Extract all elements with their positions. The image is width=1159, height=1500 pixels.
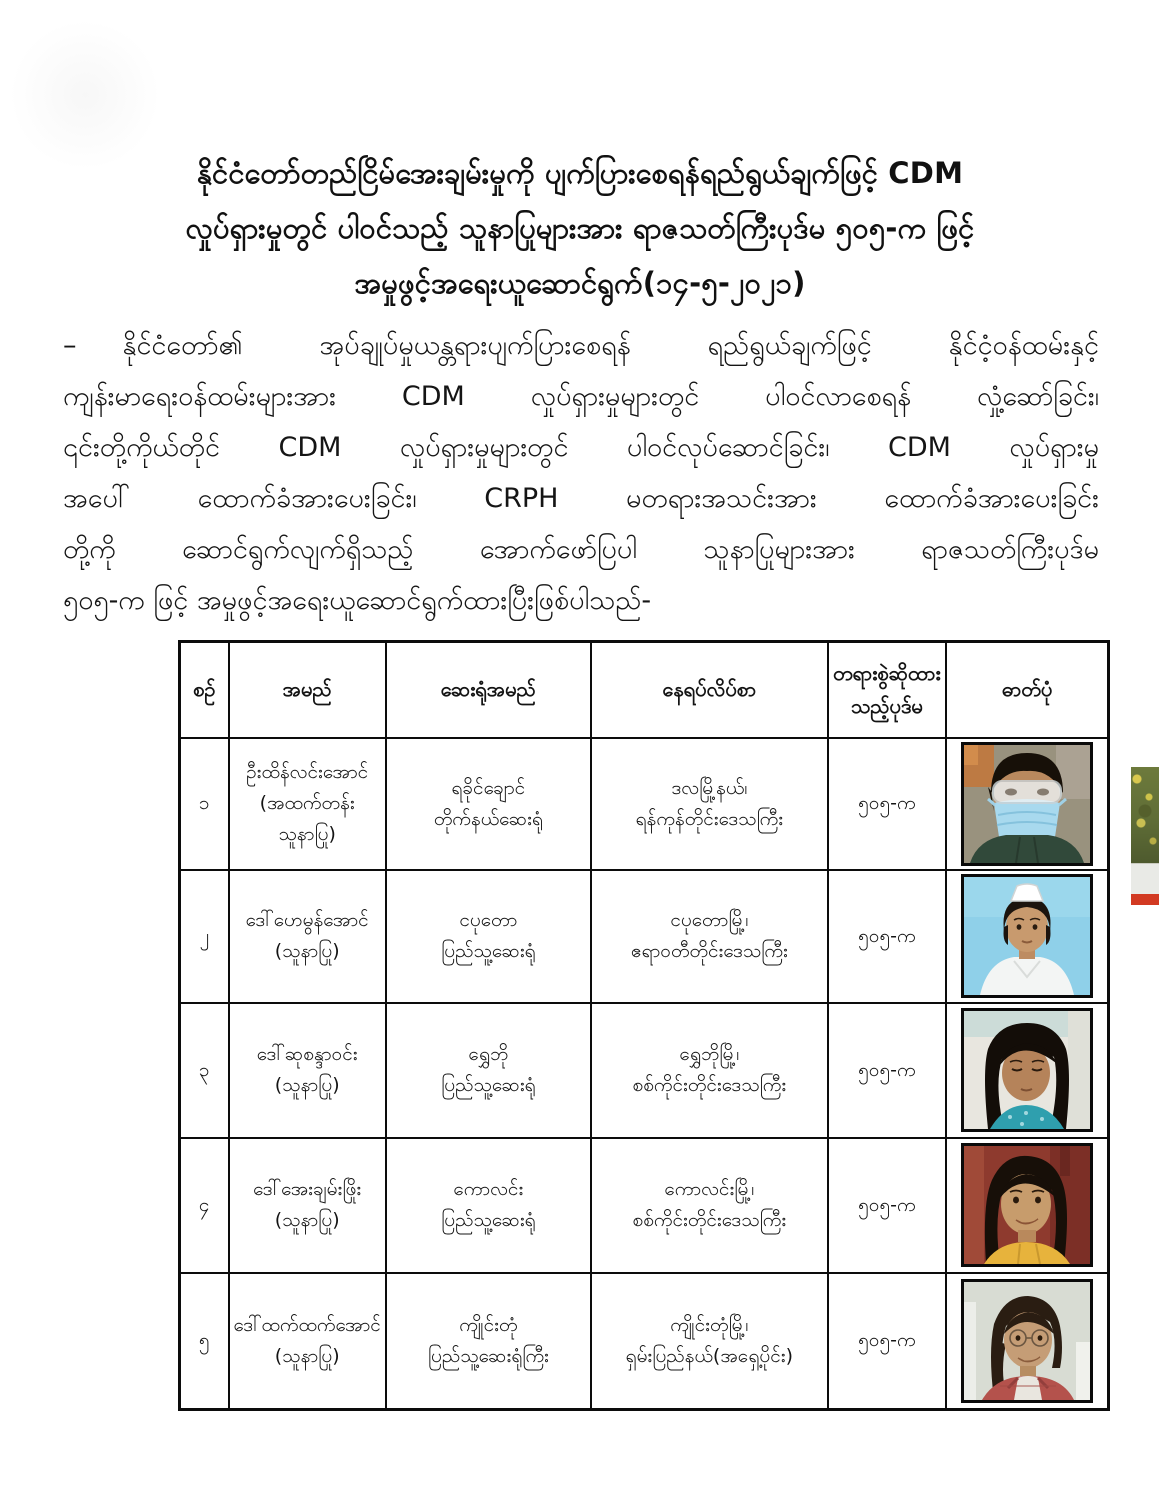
name-line: (အထက်တန်း [259,792,355,814]
cell-name [229,1273,386,1410]
hospital-line: ပြည်သူ့ဆေးရုံ [441,940,536,962]
name-line: သူနာပြု) [278,823,336,845]
header-address: နေရပ်လိပ်စာ [591,642,828,738]
name-line: ဒေါ်ဆုစန္ဒာဝင်း [256,1043,358,1065]
table-row [180,870,1109,1003]
name-line: (သူနာပြု) [274,1074,340,1096]
name-line: ဒေါ်အေးချမ်းဖြိုး [253,1178,362,1200]
name-line: ဒေါ်ထက်ထက်အောင် [233,1313,381,1336]
paragraph-text: နိုင်ငံတော်၏ အုပ်ချုပ်မှုယန္တရားပျက်ပြားစေရန် ရည်ရွယ်ချက်ဖြင့် နိုင်ငံ့ဝန်ထမ်းနှင့် [122,330,1099,361]
right-edge-photo-fragment [1131,767,1159,905]
suspect-photo-3 [961,1008,1093,1132]
hospital-line: ပြည်သူ့ဆေးရုံကြီး [427,1344,549,1367]
cell-no: ၅ [180,1273,229,1410]
cell-photo [946,738,1109,870]
cell-name [229,870,386,1003]
address-line: ငပုတောမြို့၊ [670,909,749,931]
person-photo-woman-yellow-top [964,1146,1090,1264]
paragraph-line: ၎င်းတို့ကိုယ်တိုင် CDM လှုပ်ရှားမှုများတွင် ပါဝင်လုပ်ဆောင်ခြင်း၊ CDM လှုပ်ရှားမှု [63,432,1099,463]
table-row [180,738,1109,870]
cell-section: ၅၀၅-က [828,1003,946,1138]
cell-no: ၃ [180,1003,229,1138]
suspects-table [178,640,1110,1411]
suspect-photo-4 [961,1143,1093,1267]
name-line: (သူနာပြု) [274,1344,340,1367]
title-line-2: လှုပ်ရှားမှုတွင် ပါဝင်သည့် သူနာပြုများအား ရာဇသတ်ကြီးပုဒ်မ ၅၀၅-က ဖြင့် [185,211,975,245]
hospital-line: တိုက်နယ်ဆေးရုံ [433,807,543,830]
header-section [828,642,946,738]
suspect-photo-5 [961,1279,1093,1403]
person-photo-woman-looking-down [964,1011,1090,1129]
cell-name [229,738,386,870]
address-line: ကောလင်းမြို့၊ [664,1178,755,1200]
cell-address [591,870,828,1003]
name-line: (သူနာပြု) [274,1209,340,1231]
cell-photo [946,1273,1109,1410]
cell-photo [946,870,1109,1003]
title-line-3: အမှုဖွင့်အရေးယူဆောင်ရွက်(၁၄-၅-၂၀၂၁) [354,266,806,300]
paragraph-line [63,320,1099,371]
cell-section: ၅၀၅-က [828,738,946,870]
hospital-line: ပြည်သူ့ဆေးရုံ [441,1209,536,1231]
fragment-red-strip [1131,894,1159,905]
dash-marker: – [63,330,77,361]
header-section-line: သည့်ပုဒ်မ [850,693,923,718]
suspect-photo-1 [961,742,1093,866]
cell-hospital [386,870,591,1003]
address-line: စစ်ကိုင်းတိုင်းဒေသကြီး [632,1074,787,1096]
cell-no: ၄ [180,1138,229,1273]
cell-hospital [386,738,591,870]
name-line: (သူနာပြု) [274,940,340,962]
fragment-white-card [1131,863,1159,894]
person-photo-masked-man [964,745,1090,863]
cell-section: ၅၀၅-က [828,870,946,1003]
address-line: ရှမ်းပြည်နယ်(အရှေ့ပိုင်း) [625,1344,793,1367]
header-no: စဉ် [180,642,229,738]
name-line: ဦးထိန်လင်းအောင် [246,761,369,783]
cell-hospital [386,1138,591,1273]
suspect-photo-2 [961,874,1093,998]
cell-name [229,1138,386,1273]
cell-photo [946,1138,1109,1273]
cell-address [591,1003,828,1138]
address-line: ဧရာဝတီတိုင်းဒေသကြီး [630,940,788,962]
cell-hospital [386,1273,591,1410]
person-photo-nurse [964,877,1090,995]
title-line-1: နိုင်ငံတော်တည်ငြိမ်အေးချမ်းမှုကို ပျက်ပြားစေရန်ရည်ရွယ်ချက်ဖြင့် CDM [196,156,964,190]
address-line: စစ်ကိုင်းတိုင်းဒေသကြီး [632,1209,787,1231]
table-row [180,1273,1109,1410]
address-line: ကျိုင်းတုံမြို့၊ [670,1313,749,1336]
address-line: ရွှေဘိုမြို့၊ [679,1043,740,1065]
hospital-line: ကျိုင်းတုံ [459,1313,518,1336]
page-title [95,146,1065,311]
cell-photo [946,1003,1109,1138]
cell-address [591,738,828,870]
cell-address [591,1138,828,1273]
address-line: ရန်ကုန်တိုင်းဒေသကြီး [635,807,784,830]
header-photo: ဓာတ်ပုံ [946,642,1109,738]
cell-section: ၅၀၅-က [828,1138,946,1273]
cell-no: ၂ [180,870,229,1003]
header-name: အမည် [229,642,386,738]
paragraph-line: ကျန်းမာရေးဝန်ထမ်းများအား CDM လှုပ်ရှားမှုများတွင် ပါဝင်လာစေရန် လှုံ့ဆော်ခြင်း၊ [63,381,1099,412]
hospital-line: ရွှေဘို [468,1043,509,1065]
cell-name [229,1003,386,1138]
address-line: ဒလမြို့နယ်၊ [671,776,748,799]
name-line: ဒေါ်ဟေမွန်အောင် [245,909,369,931]
table-header-row [180,642,1109,738]
intro-paragraph [63,320,1099,626]
cell-no: ၁ [180,738,229,870]
hospital-line: ပြည်သူ့ဆေးရုံ [441,1074,536,1096]
cell-hospital [386,1003,591,1138]
paragraph-line: အပေါ် ထောက်ခံအားပေးခြင်း၊ CRPH မတရားအသင်းအား ထောက်ခံအားပေးခြင်း [63,483,1099,514]
table-row [180,1003,1109,1138]
fragment-foliage [1131,767,1159,863]
cell-section: ၅၀၅-က [828,1273,946,1410]
hospital-line: ငပုတော [459,909,518,931]
header-section-line: တရားစွဲဆိုထား [833,660,941,685]
paragraph-line: တို့ကို ဆောင်ရွက်လျက်ရှိသည့် အောက်ဖော်ပြပါ သူနာပြုများအား ရာဇသတ်ကြီးပုဒ်မ [63,534,1099,565]
hospital-line: ကောလင်း [453,1178,524,1200]
cell-address [591,1273,828,1410]
person-photo-woman-red-jacket [964,1282,1090,1400]
table-row [180,1138,1109,1273]
hospital-line: ရခိုင်ချောင် [451,776,526,799]
header-hospital: ဆေးရုံအမည် [386,642,591,738]
paragraph-line: ၅၀၅-က ဖြင့် အမှုဖွင့်အရေးယူဆောင်ရွက်ထားပြီးဖြစ်ပါသည်- [63,585,652,616]
